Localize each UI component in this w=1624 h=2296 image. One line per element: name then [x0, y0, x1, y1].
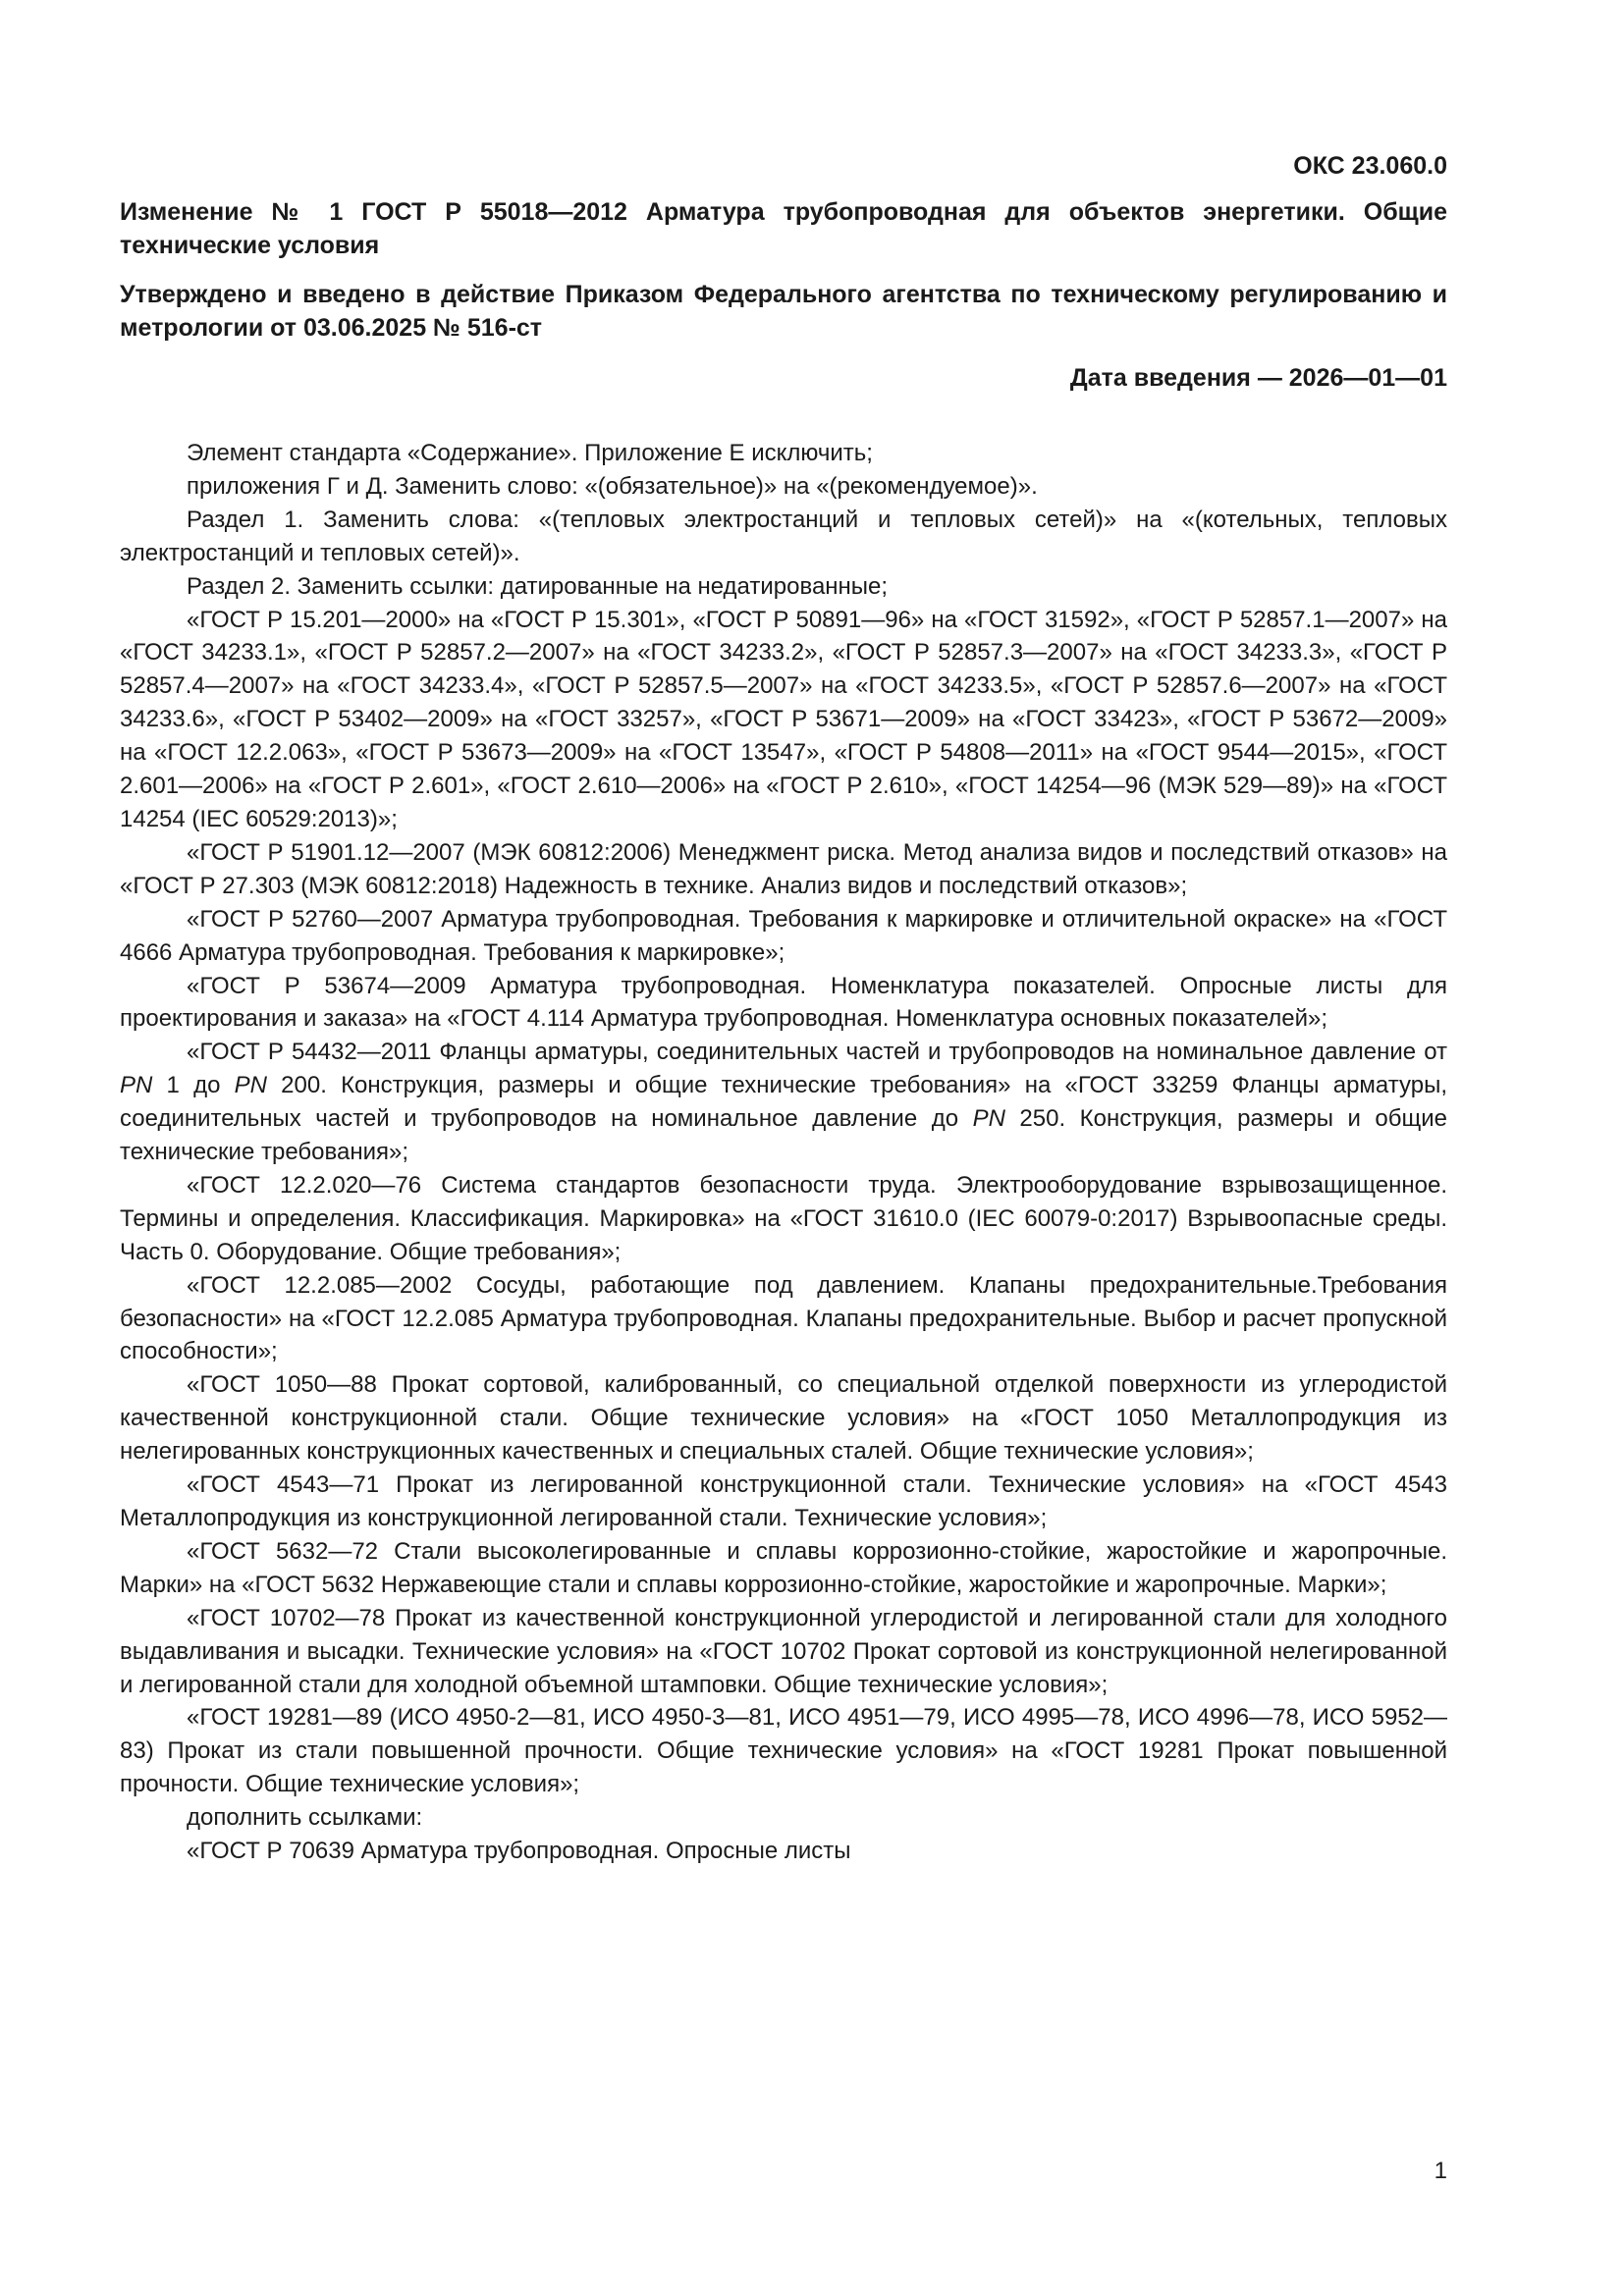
paragraph: «ГОСТ Р 51901.12—2007 (МЭК 60812:2006) Менеджмент риска. Метод анализа видов и последствий отказов» на «ГОСТ Р 27.303 (МЭК 60812:2018) Надежность в технике. Анализ видов и последствий отказов»;	[120, 838, 1447, 899]
paragraph: Раздел 1. Заменить слова: «(тепловых электростанций и тепловых сетей)» на «(котельных, тепловых электростанций и тепловых сетей)».	[120, 506, 1447, 566]
paragraph: «ГОСТ Р 54432—2011 Фланцы арматуры, соединительных частей и трубопроводов на номинальное давление от PN 1 до PN 200. Конструкция, размеры и общие технические требования» на «ГОСТ 33259 Фланцы арматуры, соединительных частей и трубопроводов на номинальное давление до PN 250. Конструкция, размеры и общие технические требования»;	[120, 1039, 1448, 1166]
document-page	[120, 0, 1447, 2296]
paragraph: «ГОСТ 12.2.085—2002 Сосуды, работающие под давлением. Клапаны предохранительные.Требования безопасности» на «ГОСТ 12.2.085 Арматура трубопроводная. Клапаны предохранительные. Выбор и расчет пропускной способности»;	[120, 1271, 1447, 1365]
paragraph: «ГОСТ 4543—71 Прокат из легированной конструкционной стали. Технические условия» на «ГОСТ 4543 Металлопродукция из конструкционной легированной стали. Технические условия»;	[120, 1471, 1447, 1531]
paragraph: Раздел 2. Заменить ссылки: датированные на недатированные;	[187, 572, 889, 600]
paragraph: «ГОСТ Р 53674—2009 Арматура трубопроводная. Номенклатура показателей. Опросные листы для проектирования и заказа» на «ГОСТ 4.114 Арматура трубопроводная. Номенклатура основных показателей»;	[120, 972, 1447, 1033]
paragraph: «ГОСТ 1050—88 Прокат сортовой, калиброванный, со специальной отделкой поверхности из углеродистой качественной конструкционной стали. Общие технические условия» на «ГОСТ 1050 Металлопродукция из нелегированных конструкционных качественных и специальных сталей. Общие технические условия»;	[120, 1371, 1447, 1466]
approval-statement: Утверждено и введено в действие Приказом Федерального агентства по техническому регулированию и метрологии от 03.06.2025 № 516-ст	[120, 281, 1447, 342]
paragraph: «ГОСТ Р 15.201—2000» на «ГОСТ Р 15.301», «ГОСТ Р 50891—96» на «ГОСТ 31592», «ГОСТ Р 52857.1—2007» на «ГОСТ 34233.1», «ГОСТ Р 52857.2—2007» на «ГОСТ 34233.2», «ГОСТ Р 52857.3—2007» на «ГОСТ 34233.3», «ГОСТ Р 52857.4—2007» на «ГОСТ 34233.4», «ГОСТ Р 52857.5—2007» на «ГОСТ 34233.5», «ГОСТ Р 52857.6—2007» на «ГОСТ 34233.6», «ГОСТ Р 53402—2009» на «ГОСТ 33257», «ГОСТ Р 53671—2009» на «ГОСТ 33423», «ГОСТ Р 53672—2009» на «ГОСТ 12.2.063», «ГОСТ Р 53673—2009» на «ГОСТ 13547», «ГОСТ Р 54808—2011» на «ГОСТ 9544—2015», «ГОСТ 2.601—2006» на «ГОСТ Р 2.601», «ГОСТ 2.610—2006» на «ГОСТ Р 2.610», «ГОСТ 14254—96 (МЭК 529—89)» на «ГОСТ 14254 (IEC 60529:2013)»;	[120, 606, 1447, 832]
paragraph: «ГОСТ 5632—72 Стали высоколегированные и сплавы коррозионно-стойкие, жаростойкие и жаропрочные. Марки» на «ГОСТ 5632 Нержавеющие стали и сплавы коррозионно-стойкие, жаростойкие и жаропрочные. Марки»;	[120, 1537, 1447, 1598]
paragraph: «ГОСТ 12.2.020—76 Система стандартов безопасности труда. Электрооборудование взрывозащищенное. Термины и определения. Классификация. Маркировка» на «ГОСТ 31610.0 (IEC 60079-0:2017) Взрывоопасные среды. Часть 0. Оборудование. Общие требования»;	[120, 1171, 1447, 1265]
paragraph: дополнить ссылками:	[187, 1804, 423, 1832]
document-body	[120, 437, 1447, 1868]
oks-code: ОКС 23.060.0	[1293, 152, 1447, 180]
paragraph: «ГОСТ Р 70639 Арматура трубопроводная. Опросные листы	[187, 1838, 851, 1865]
document-title: Изменение № 1 ГОСТ Р 55018—2012 Арматура трубопроводная для объектов энергетики. Общие технические условия	[120, 198, 1447, 259]
paragraph: «ГОСТ 19281—89 (ИСО 4950-2—81, ИСО 4950-3—81, ИСО 4951—79, ИСО 4995—78, ИСО 4996—78, ИСО 5952—83) Прокат из стали повышенной прочности. Общие технические условия» на «ГОСТ 19281 Прокат повышенной прочности. Общие технические условия»;	[120, 1704, 1447, 1798]
paragraph: «ГОСТ 10702—78 Прокат из качественной конструкционной углеродистой и легированной стали для холодного выдавливания и высадки. Технические условия» на «ГОСТ 10702 Прокат сортовой из конструкционной нелегированной и легированной стали для холодной объемной штамповки. Общие технические условия»;	[120, 1604, 1447, 1698]
page-number: 1	[1434, 2158, 1447, 2184]
paragraph: приложения Г и Д. Заменить слово: «(обязательное)» на «(рекомендуемое)».	[187, 472, 1038, 500]
effective-date: Дата введения — 2026—01—01	[1069, 364, 1447, 392]
paragraph: Элемент стандарта «Содержание». Приложение Е исключить;	[187, 440, 873, 466]
paragraph: «ГОСТ Р 52760—2007 Арматура трубопроводная. Требования к маркировке и отличительной окраске» на «ГОСТ 4666 Арматура трубопроводная. Требования к маркировке»;	[120, 905, 1447, 966]
